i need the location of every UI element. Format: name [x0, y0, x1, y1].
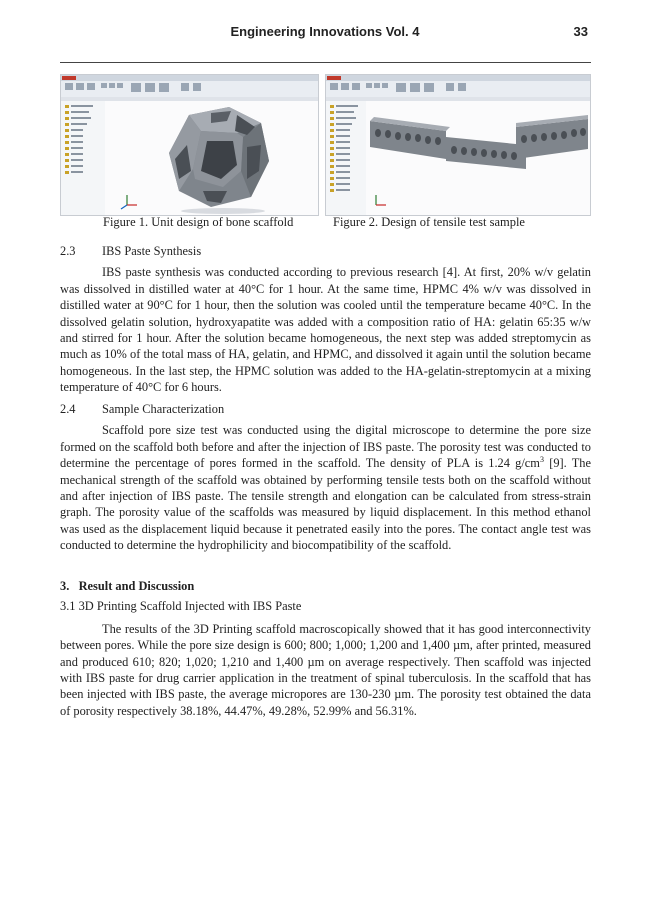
figure-1-caption: Figure 1. Unit design of bone scaffold — [103, 215, 294, 229]
section-3-heading: 3. Result and Discussion — [60, 579, 195, 593]
superscript: 3 — [539, 455, 544, 465]
figure-2-caption: Figure 2. Design of tensile test sample — [333, 215, 525, 229]
figure-1-image — [60, 74, 319, 216]
figure-2-cad-screenshot — [326, 75, 590, 215]
section-title: IBS Paste Synthesis — [102, 244, 202, 258]
section-title: Sample Characterization — [102, 402, 225, 416]
section-number: 2.3 — [60, 244, 76, 258]
section-2-3 — [60, 243, 591, 396]
journal-title: Engineering Innovations Vol. 4 — [230, 24, 420, 39]
section-2-3-paragraph: IBS paste synthesis was conducted according to previous research [4]. At first, 20% w/v gelatin was dissolved in distilled water at 40°C for 1 hour. At the same time, HPMC 4% w/v was dissolved in distilled water at 90°C for 1 hour, then the solution was cooled until the temperature became 40°C. In the dissolved gelatin solution, hydroxyapatite was added with a composition ratio of HA: gelatin 65:35 w/w and stirred for 1 hour. After the solution became homogeneous, the next step was added streptomycin as much as 10% of the total mass of HA, gelatin, and HPMC, and dissolved it again until the solution became homogeneous. In the last step, the HPMC solution was added to the HA-gelatin-streptomycin at a mixing temperature of 40°C for 6 hours. — [60, 265, 591, 395]
paragraph-text: [9]. The mechanical strength of the scaffold was obtained by performing tensile tests both on the scaffold without and after injection of IBS paste. The tensile strength and elongation can be calculated from stress-strain graph. The porosity value of the scaffolds was measured by liquid displacement. In this method ethanol was used as the displacement liquid because it penetrated easily into the pores. The contact angle test was conducted to determine the hydrophilicity and biocompatibility of the scaffold. — [60, 456, 592, 553]
section-2-4-paragraph — [60, 422, 591, 553]
page-number: 33 — [573, 24, 588, 39]
figure-1-cad-screenshot — [61, 75, 318, 215]
section-2-3-heading — [60, 243, 591, 259]
figure-2-image — [325, 74, 591, 216]
header-rule — [60, 62, 591, 63]
section-3 — [60, 578, 591, 719]
paragraph-text: Scaffold pore size test was conducted using the digital microscope to determine the pore size formed on the scaffold both before and after the injection of IBS paste. The porosity test was conducted to determine the percentage of pores formed in the scaffold. The density of PLA is 1.24 g/cm — [60, 423, 591, 471]
section-2-4 — [60, 401, 591, 554]
cad-title-bar — [61, 75, 318, 81]
section-2-4-heading — [60, 401, 591, 417]
cad-ribbon — [61, 81, 318, 97]
section-number: 2.4 — [60, 402, 76, 416]
cad-title-bar — [326, 75, 590, 81]
section-3-1-paragraph: The results of the 3D Printing scaffold macroscopically showed that it has good interconnectivity between pores. While the pore size design is 600; 800; 1,000; 1,200 and 1,400 µm, after printed, measured and produced 610; 820; 1,020; 1,210 and 1,400 µm on average respectively. Then scaffold was injected with IBS paste for drug carrier application in the treatment of spinal tuberculosis. In the scaffold that has been injected with IBS paste, the average micropores are 130-230 µm. The porosity test obtained the data of porosity respectively 38.18%, 44.47%, 49.28%, 52.99% and 56.31%. — [60, 621, 591, 718]
running-header — [60, 22, 590, 42]
subsection-3-1-heading: 3.1 3D Printing Scaffold Injected with IBS Paste — [60, 599, 302, 614]
